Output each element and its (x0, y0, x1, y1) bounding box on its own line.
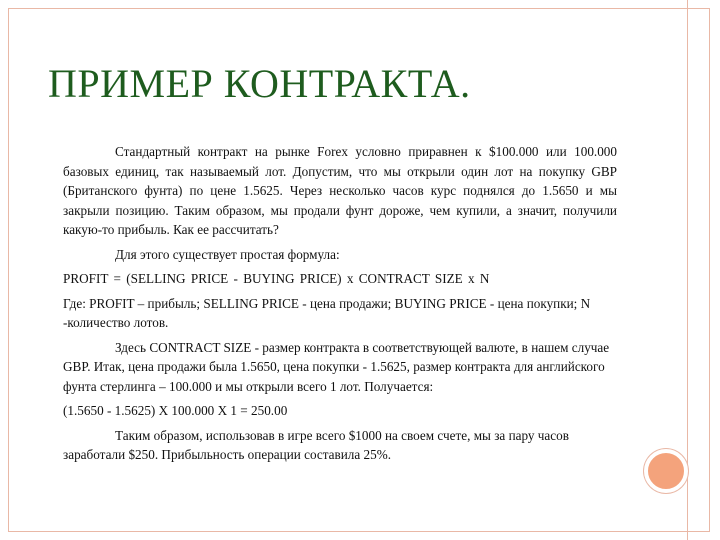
paragraph-formula-intro: Для этого существует простая формула: (115, 246, 340, 262)
decorative-circle (644, 449, 688, 493)
calculation-line: (1.5650 - 1.5625) X 100.000 X 1 = 250.00 (63, 403, 288, 418)
paragraph-conclusion: Таким образом, использовав в игре всего $1000 на своем счете, мы за пару часов заработали $250. Прибыльность операции составила 25%. (63, 427, 569, 462)
paragraph-definitions: Где: PROFIT – прибыль; SELLING PRICE - цена продажи; BUYING PRICE - цена покупки; N -количество лотов. (63, 295, 591, 330)
decorative-vertical-line (687, 0, 688, 540)
paragraph-intro: Стандартный контракт на рынке Forex условно приравнен к $100.000 или 100.000 базовых единиц, так называемый лот. Допустим, что мы открыли один лот на покупку GBP (Британского фунта) по цене 1.5625. Через несколько часов курс поднялся до 1.5650 и мы закрыли позицию. Таким образом, мы продали фунт дороже, чем купили, а значит, получили какую-то прибыль. Как ее рассчитать? (63, 144, 617, 237)
slide-title: ПРИМЕР КОНТРАКТА. (48, 61, 471, 106)
formula-line: PROFIT = (SELLING PRICE - BUYING PRICE) x CONTRACT SIZE x N (63, 271, 490, 286)
slide-body (63, 142, 617, 470)
paragraph-contract-size: Здесь CONTRACT SIZE - размер контракта в соответствующей валюте, в нашем случае GBP. Итак, цена продажи была 1.5650, цена покупки - 1.5625, размер контракта для английского фунта стерлинга – 100.000 и мы открыли всего 1 лот. Получается: (63, 339, 610, 394)
